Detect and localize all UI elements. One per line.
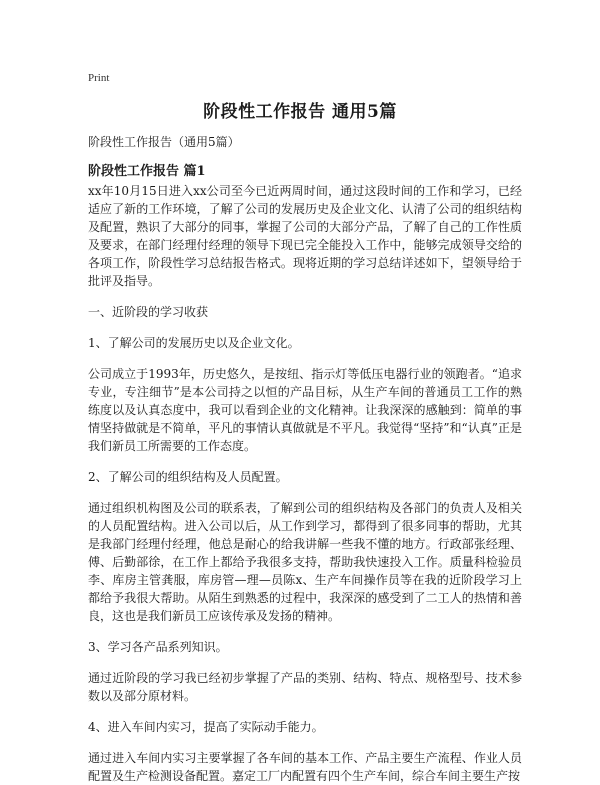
paragraph: 通过组织机构图及公司的联系表，了解到公司的组织结构及各部门的负责人及相关的人员配置结构。进入公司以后，从工作到学习，都得到了很多同事的帮助，尤其是我部门经理付经理，他总是耐心的给我讲解一些我不懂的地方。行政部张经理、傅、后勤部徐，在工作上都给予我很多支持，帮助我快速投入工作。质量科检验员李、库房主管龚服，库房管—理—员陈x、生产车间操作员等在我的近阶段学习上都给予我很大帮助。从陌生到熟悉的过程中，我深深的感受到了二工人的热情和善良，这也是我们新员工应该传承及发扬的精神。 bbox=[88, 501, 522, 623]
paragraph: 通过近阶段的学习我已经初步掌握了产品的类别、结构、特点、规格型号、技术参数以及部分原材料。 bbox=[88, 671, 522, 703]
document-subtitle: 阶段性工作报告（通用5篇） bbox=[88, 135, 240, 149]
paragraph: 2、了解公司的组织结构及人员配置。 bbox=[88, 470, 288, 484]
paragraph: 公司成立于1993年，历史悠久，是按纽、指示灯等低压电器行业的领跑者。“追求专业，专注细节”是本公司持之以恒的产品目标，从生产车间的普通员工工作的熟练度以及认真态度中，我可以看到企业的文化精神。让我深深的感触到：简单的事情坚持做就是不简单，平凡的事情认真做就是不平凡。我觉得“坚持”和“认真”正是我们新员工所需要的工作态度。 bbox=[88, 367, 522, 453]
paragraph: 一、近阶段的学习收获 bbox=[88, 305, 209, 319]
article-body bbox=[88, 182, 522, 785]
paragraph: 1、了解公司的发展历史以及企业文化。 bbox=[88, 336, 300, 350]
paragraph: 4、进入车间内实习，提高了实际动手能力。 bbox=[88, 720, 324, 734]
paragraph: 通过进入车间内实习主要掌握了各车间的基本工作、产品主要生产流程、作业人员配置及生产检测设备配置。嘉定工厂内配置有四个生产车间，综合车间主要生产按 bbox=[88, 751, 522, 783]
paragraph: xx年10月15日进入xx公司至今已近两周时间，通过这段时间的工作和学习，已经适应了新的工作环境，了解了公司的发展历史及企业文化、认清了公司的组织结构及配置，熟识了大部分的同事，掌握了公司的大部分产品，了解了自己的工作性质及要求，在部门经理付经理的领导下现已完全能投入工作中，能够完成领导交给的各项工作，阶段性学习总结报告格式。现将近期的学习总结详述如下，望领导给于批评及指导。 bbox=[88, 184, 522, 288]
paragraph: 3、学习各产品系列知识。 bbox=[88, 640, 228, 654]
page-title: 阶段性工作报告 通用5篇 bbox=[203, 102, 397, 122]
section-heading: 阶段性工作报告 篇1 bbox=[88, 164, 206, 179]
print-link[interactable]: Print bbox=[88, 72, 110, 84]
